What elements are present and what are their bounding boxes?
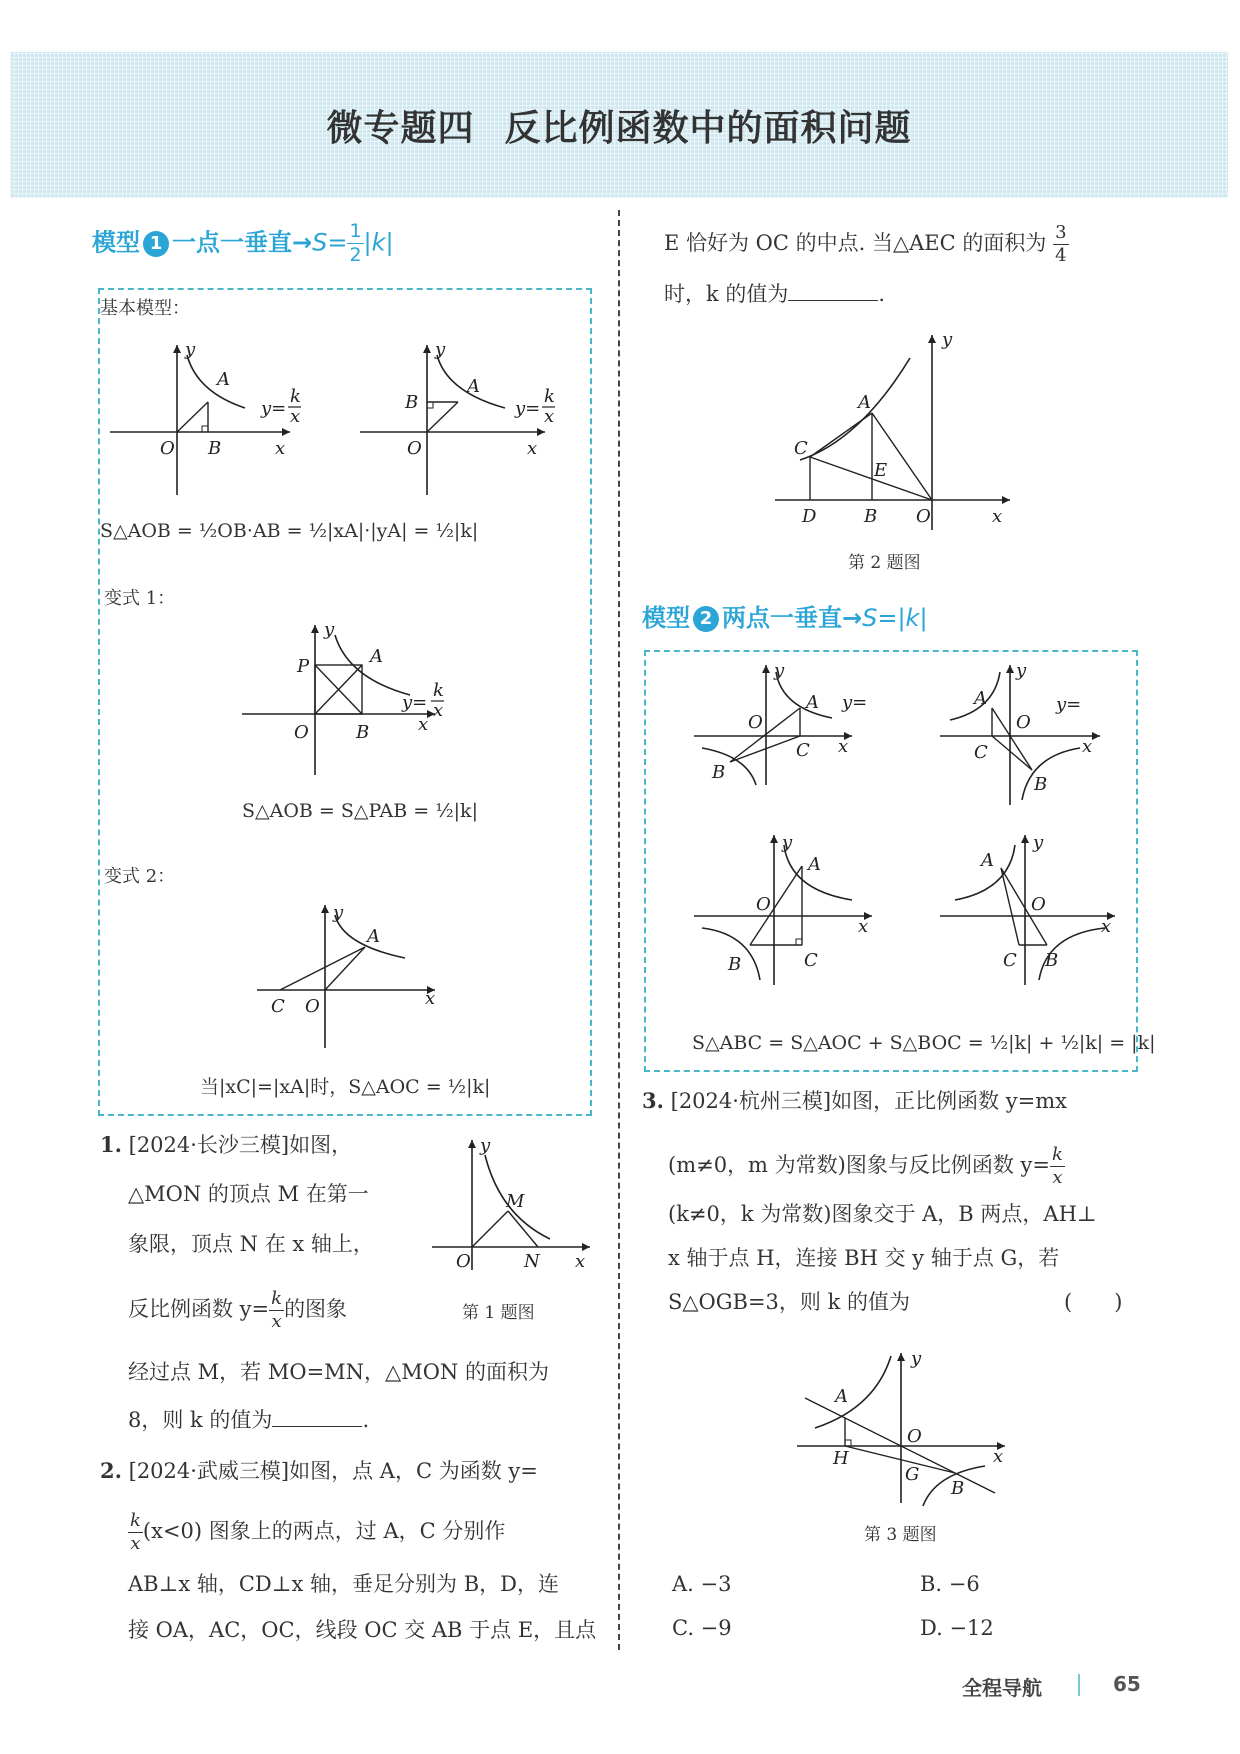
model2-heading: 模型 2 两点一垂直→S=|k|: [642, 604, 928, 632]
svg-text:y: y: [1016, 660, 1027, 681]
svg-text:G: G: [905, 1464, 920, 1485]
svg-text:A: A: [806, 692, 819, 713]
svg-text:A: A: [217, 369, 230, 390]
svg-text:B: B: [1034, 774, 1048, 795]
variant2-label: 变式 2：: [104, 866, 176, 887]
svg-text:y=: y=: [1056, 694, 1082, 715]
svg-text:C: C: [794, 438, 808, 459]
variant2-figure: [255, 900, 455, 1050]
model2-formula: S△ABC = S△AOC + S△BOC = ½|k| + ½|k| = |k|: [692, 1032, 1156, 1054]
svg-text:x: x: [275, 438, 286, 459]
svg-text:y=: y=: [261, 398, 287, 419]
model1-heading: 模型 1 一点一垂直→S= $\frac{1}{2}$ |k|: [92, 220, 394, 266]
svg-text:B: B: [1045, 950, 1059, 971]
svg-text:A: A: [370, 646, 383, 667]
svg-text:A: A: [367, 926, 380, 947]
svg-text:O: O: [456, 1251, 471, 1272]
page-title: 微专题四 反比例函数中的面积问题: [326, 107, 912, 149]
svg-text:N: N: [524, 1251, 540, 1272]
svg-text:k: k: [544, 386, 555, 407]
variant2-formula: 当|xC|=|xA|时，S△AOC = ½|k|: [200, 1076, 491, 1098]
svg-text:D: D: [802, 506, 817, 527]
q1-figure: [430, 1135, 600, 1275]
q1-caption: 第 1 题图: [462, 1303, 535, 1323]
variant1-formula: S△AOB = S△PAB = ½|k|: [242, 800, 478, 822]
column-divider: [618, 210, 620, 1650]
svg-text:y: y: [774, 660, 785, 681]
q3-option-a[interactable]: A. −3: [672, 1572, 732, 1596]
basic-model-figure-2: [355, 340, 565, 500]
svg-text:y=: y=: [842, 692, 868, 713]
svg-text:O: O: [1016, 712, 1031, 733]
q1-line3: 象限，顶点 N 在 x 轴上，: [128, 1232, 374, 1256]
svg-text:C: C: [1003, 950, 1017, 971]
svg-text:y: y: [1033, 832, 1044, 853]
svg-text:P: P: [297, 656, 310, 677]
svg-text:H: H: [833, 1448, 849, 1469]
svg-text:B: B: [728, 954, 742, 975]
svg-text:y=: y=: [402, 692, 428, 713]
q1-line6: 8，则 k 的值为 .: [128, 1408, 370, 1432]
q1-line2: △MON 的顶点 M 在第一: [128, 1182, 369, 1206]
svg-text:O: O: [294, 722, 309, 743]
svg-text:k: k: [433, 680, 444, 701]
svg-text:B: B: [405, 392, 419, 413]
svg-text:x: x: [1082, 736, 1093, 757]
svg-text:x: x: [993, 1446, 1004, 1467]
svg-text:x: x: [992, 506, 1003, 527]
svg-text:x: x: [418, 714, 429, 735]
q1-answer-blank[interactable]: [272, 1426, 362, 1427]
basic-model-figure-1: [105, 340, 305, 500]
svg-text:x: x: [838, 736, 849, 757]
svg-text:O: O: [1031, 894, 1046, 915]
q2-line3: AB⊥x 轴，CD⊥x 轴，垂足分别为 B，D，连: [128, 1572, 559, 1596]
svg-text:B: B: [951, 1478, 965, 1499]
model2-figure-1: [692, 660, 892, 790]
svg-text:x: x: [433, 700, 444, 721]
svg-text:y: y: [185, 339, 196, 360]
model2-figure-4: [935, 830, 1135, 990]
svg-text:x: x: [290, 406, 301, 427]
svg-text:C: C: [796, 740, 810, 761]
q3-line5: S△OGB=3，则 k 的值为: [668, 1290, 910, 1314]
svg-text:B: B: [356, 722, 370, 743]
svg-text:C: C: [271, 996, 285, 1017]
model2-figure-2: [930, 660, 1130, 810]
svg-text:O: O: [407, 438, 422, 459]
q3-caption: 第 3 题图: [864, 1525, 937, 1545]
page-number: 65: [1113, 1672, 1141, 1696]
q3-option-d[interactable]: D. −12: [920, 1616, 994, 1640]
svg-text:y: y: [324, 619, 335, 640]
svg-text:A: A: [858, 392, 871, 413]
q3-line1: 3. [2024·杭州三模]如图，正比例函数 y=mx: [642, 1088, 1068, 1113]
svg-text:O: O: [748, 712, 763, 733]
q1-line4: 反比例函数 y= $\frac{k}{x}$ 的图象: [128, 1288, 348, 1332]
svg-text:B: B: [864, 506, 878, 527]
svg-text:M: M: [506, 1191, 525, 1212]
q2-caption: 第 2 题图: [848, 553, 921, 573]
footer-divider: [1078, 1674, 1080, 1696]
svg-text:x: x: [575, 1251, 586, 1272]
q3-figure: [795, 1348, 1015, 1508]
svg-text:x: x: [544, 406, 555, 427]
svg-text:y: y: [911, 1348, 922, 1369]
svg-text:y: y: [782, 832, 793, 853]
svg-text:O: O: [756, 894, 771, 915]
svg-text:y: y: [435, 339, 446, 360]
variant1-figure: [240, 620, 460, 780]
svg-text:y=: y=: [515, 398, 541, 419]
title-banner: [10, 52, 1228, 198]
q2-line5: E 恰好为 OC 的中点. 当△AEC 的面积为 $\frac{3}{4}$: [664, 222, 1067, 266]
q3-option-b[interactable]: B. −6: [920, 1572, 980, 1596]
svg-text:x: x: [527, 438, 538, 459]
svg-text:O: O: [907, 1426, 922, 1447]
svg-text:y: y: [480, 1135, 491, 1156]
svg-text:C: C: [974, 742, 988, 763]
variant1-label: 变式 1：: [104, 588, 176, 609]
svg-text:B: B: [712, 762, 726, 783]
q3-option-c[interactable]: C. −9: [672, 1616, 732, 1640]
svg-text:y: y: [942, 329, 953, 350]
q3-answer-paren[interactable]: ( ): [1064, 1290, 1123, 1314]
svg-text:y: y: [333, 902, 344, 923]
svg-text:O: O: [916, 506, 931, 527]
svg-text:A: A: [808, 854, 821, 875]
svg-text:A: A: [467, 376, 480, 397]
svg-text:B: B: [208, 438, 222, 459]
q3-line3: (k≠0，k 为常数)图象交于 A，B 两点，AH⊥: [668, 1202, 1097, 1226]
footer-brand: 全程导航: [962, 1676, 1042, 1700]
svg-text:O: O: [160, 438, 175, 459]
basic-model-formula: S△AOB = ½OB·AB = ½|xA|·|yA| = ½|k|: [100, 520, 479, 542]
q1-line1: 1. [2024·长沙三模]如图，: [100, 1132, 353, 1157]
q1-line5: 经过点 M，若 MO=MN，△MON 的面积为: [128, 1360, 549, 1384]
svg-text:x: x: [425, 988, 436, 1009]
svg-text:x: x: [1101, 916, 1112, 937]
svg-text:k: k: [290, 386, 301, 407]
svg-text:A: A: [981, 850, 994, 871]
svg-text:A: A: [974, 688, 987, 709]
svg-text:A: A: [835, 1386, 848, 1407]
q3-line4: x 轴于点 H，连接 BH 交 y 轴于点 G，若: [668, 1246, 1060, 1270]
q2-answer-blank[interactable]: [788, 300, 878, 301]
q2-line1: 2. [2024·武威三模]如图，点 A，C 为函数 y=: [100, 1458, 538, 1483]
svg-text:O: O: [305, 996, 320, 1017]
basic-model-label: 基本模型：: [100, 298, 190, 319]
q2-line6: 时，k 的值为 .: [664, 282, 886, 306]
q2-figure: [770, 330, 1020, 530]
svg-text:E: E: [874, 460, 888, 481]
q2-line4: 接 OA，AC，OC，线段 OC 交 AB 于点 E，且点: [128, 1618, 597, 1642]
q3-line2: (m≠0，m 为常数)图象与反比例函数 y= $\frac{k}{x}$: [668, 1144, 1063, 1188]
model2-figure-3: [692, 830, 892, 990]
q2-line2: $\frac{k}{x}$ (x<0) 图象上的两点，过 A，C 分别作: [130, 1510, 506, 1554]
svg-text:C: C: [804, 950, 818, 971]
svg-text:x: x: [858, 916, 869, 937]
